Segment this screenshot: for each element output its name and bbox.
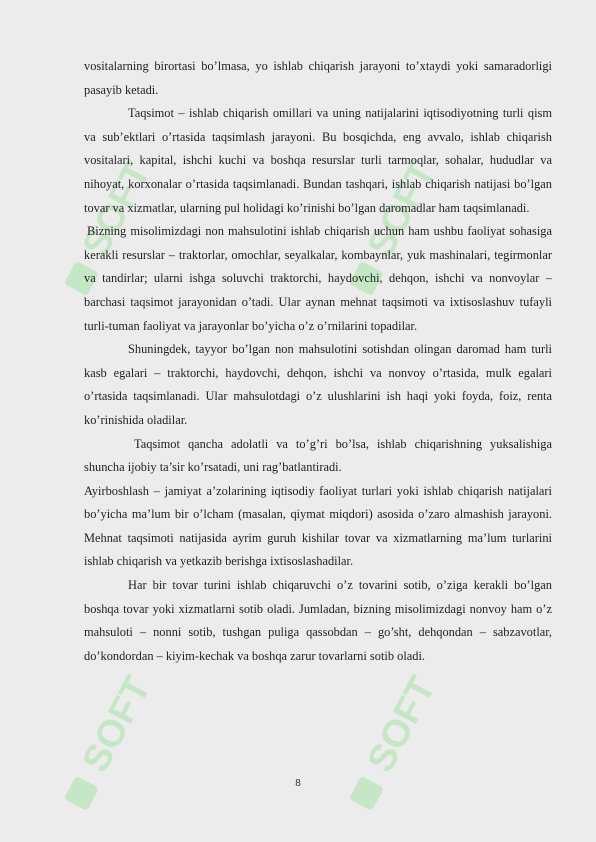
paragraph: Ayirboshlash – jamiyat a’zolarining iqtisodiy faoliyat turlari yoki ishlab chiqarish natijalari bo’yicha ma’lum bir o’lcham (masalan, qiymat miqdori) asosida o’zaro almashish jarayoni. Mehnat taqsimoti natijasida ayrim guruh kishilar tovar va xizmatlarning ma’lum turlarini ishlab chiqarish va yetkazib berishga ixtisoslashadilar. bbox=[84, 483, 552, 569]
paragraph: Shuningdek, tayyor bo’lgan non mahsulotini sotishdan olingan daromad ham turli kasb egalari – traktorchi, haydovchi, dehqon, ishchi va nonvoy o’rtasida, mulk egalari o’rtasida taqsimlanadi. Ular mahsulotdagi o’z ulushlarini ish haqi yoki foyda, foiz, renta ko’rinishida oladilar. bbox=[84, 342, 552, 427]
svg-text:SOFT: SOFT bbox=[359, 669, 445, 779]
paragraph: Har bir tovar turini ishlab chiqaruvchi o’z tovarini sotib, o’ziga kerakli bo’lgan boshqa tovar yoki xizmatlarni sotib oladi. Jumladan, bizning misolimizdagi nonvoy ham o’z mahsuloti – nonni sotib, tushgan puliga qassobdan – go’sht, dehqondan – sabzavotlar, do’kondordan – kiyim-kechak va boshqa zarur tovarlarni sotib oladi. bbox=[84, 578, 552, 663]
body-text bbox=[84, 55, 552, 668]
svg-text:SOFT: SOFT bbox=[74, 154, 160, 264]
paragraph: Bizning misolimizdagi non mahsulotini ishlab chiqarish uchun ham ushbu faoliyat sohasiga kerakli resurslar – traktorlar, omochlar, seyalkalar, kombaynlar, yuk mashinalari, tegirmonlar va tandirlar; ularni ishga soluvchi traktorchi, haydovchi, dehqon, ishchi va nonvoylar – barchasi taqsimot jarayonidan o’tadi. Ular aynan mehnat taqsimoti va ixtisoslashuv tufayli turli-tuman faoliyat va jarayonlar bo’yicha o’z o’rnilarini topadilar. bbox=[84, 224, 552, 333]
paragraph: vositalarning birortasi bo’lmasa, yo ishlab chiqarish jarayoni to’xtaydi yoki samaradorligi pasayib ketadi. bbox=[84, 59, 552, 97]
svg-text:SOFT: SOFT bbox=[359, 154, 445, 264]
page-number: 8 bbox=[295, 778, 301, 789]
paragraph: Taqsimot – ishlab chiqarish omillari va uning natijalarini iqtisodiyotning turli qism va sub’ektlari o’rtasida taqsimlash jarayoni. Bu bosqichda, eng avvalo, ishlab chiqarish vositalari, kapital, ishchi kuchi va boshqa resurslar turli tarmoqlar, sohalar, hududlar va nihoyat, korxonalar o’rtasida taqsimlanadi. Bundan tashqari, ishlab chiqarish natijasi bo’lgan tovar va xizmatlar, ularning pul holidagi ko’rinishi bo’lgan daromadlar ham taqsimlanadi. bbox=[84, 106, 552, 215]
paragraph: Taqsimot qancha adolatli va to’g’ri bo’lsa, ishlab chiqarishning yuksalishiga shuncha ijobiy ta’sir ko’rsatadi, uni rag’batlantiradi. bbox=[84, 436, 552, 475]
svg-text:SOFT: SOFT bbox=[74, 669, 160, 779]
